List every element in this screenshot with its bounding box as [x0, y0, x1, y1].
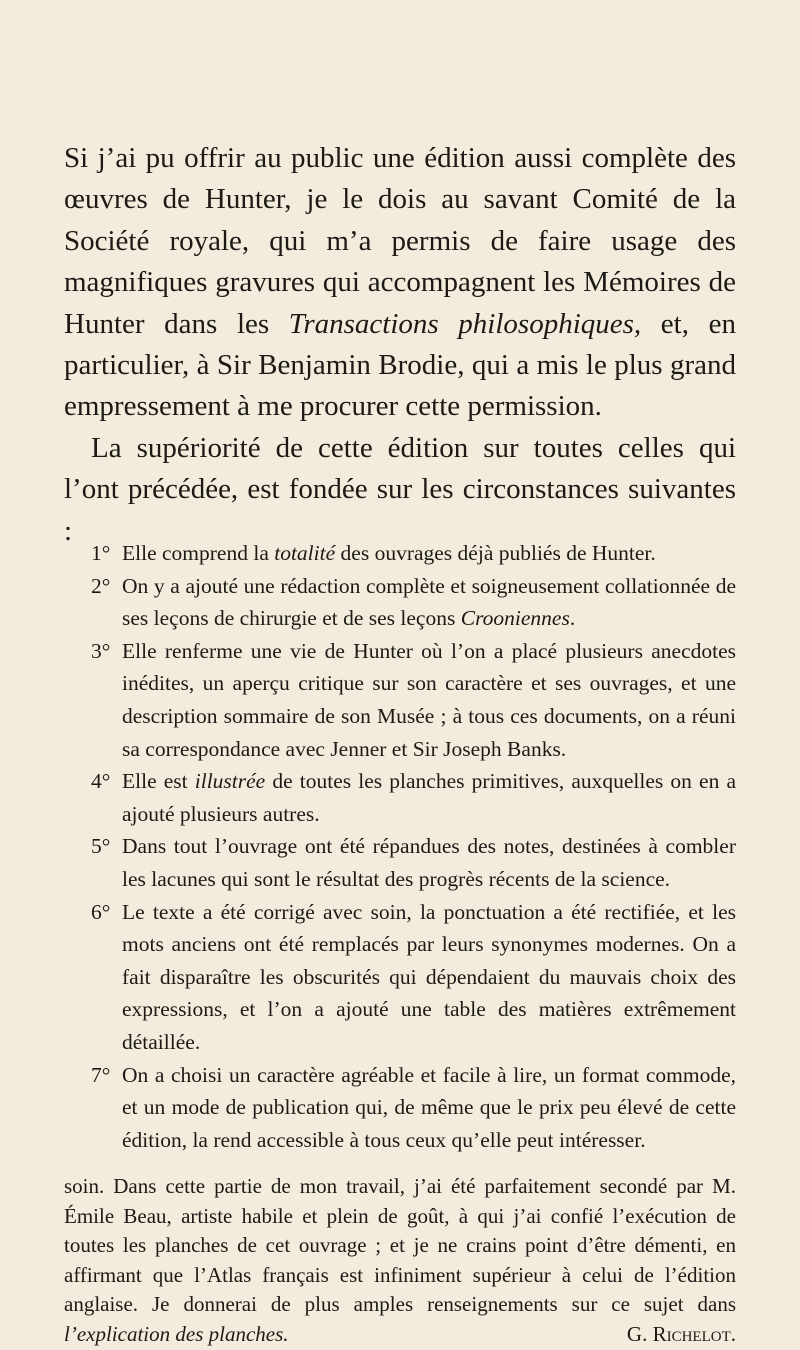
item-number: 3°: [91, 638, 111, 663]
item-text: Elle comprend la: [122, 541, 275, 565]
intro-paragraph-1-text: Si j’ai pu offrir au public une édition aussi complète des œuvres de Hunter, je le dois au savant Comité de la Société royale, qui m’a permis de faire usage des magnifiques gravures qui accompagnent les Mémoires de Hunter dans les: [64, 142, 736, 340]
item-tail: des ouvrages déjà publiés de Hunter.: [335, 541, 656, 565]
advantages-list: [64, 537, 736, 1156]
item-number: 2°: [91, 573, 111, 598]
intro-text: [64, 138, 736, 552]
list-item: [64, 1059, 736, 1157]
item-text: On a choisi un caractère agréable et facile à lire, un format commode, et un mode de publication qui, de même que le prix peu élevé de cette édition, la rend accessible à tous ceux qu’elle peut intéresser.: [122, 1062, 736, 1152]
item-text: Le texte a été corrigé avec soin, la ponctuation a été rectifiée, et les mots anciens ont été remplacés par leurs synonymes modernes. On a fait disparaître les obscurités qui dépendaient du mauvais choix des expressions, et l’on a ajouté une table des matières extrêmement détaillée.: [122, 899, 736, 1054]
closing-paragraph: [64, 1172, 736, 1350]
intro-paragraph-1-tail: et, en particulier, à Sir Benjamin Brodie, qui a mis le plus grand empressement à me procurer cette permission.: [64, 307, 736, 423]
item-text: On y a ajouté une rédaction complète et soigneusement collationnée de ses leçons de chirurgie et de ses leçons: [122, 573, 736, 631]
intro-paragraph-1: [64, 138, 736, 428]
intro-paragraph-2: La supériorité de cette édition sur toutes celles qui l’ont précédée, est fondée sur les circonstances suivantes :: [64, 431, 736, 547]
item-italic: totalité: [274, 541, 336, 565]
list-item: [64, 765, 736, 830]
item-text: Dans tout l’ouvrage ont été répandues des notes, destinées à combler les lacunes qui sont le résultat des progrès récents de la science.: [122, 834, 736, 891]
item-italic: illustrée: [194, 769, 266, 794]
list-item: [64, 896, 736, 1059]
item-number: 7°: [91, 1062, 111, 1087]
list-item: [64, 830, 736, 895]
list-item: [64, 570, 736, 635]
item-tail: .: [569, 606, 576, 631]
item-text: Elle renferme une vie de Hunter où l’on a placé plusieurs anecdotes inédites, un aperçu critique sur son caractère et ses ouvrages, et une description sommaire de son Musée ; à tous ces documents, on a réuni sa correspondance avec Jenner et Sir Joseph Banks.: [122, 638, 736, 761]
item-tail: de toutes les planches primitives, auxquelles on en a ajouté plusieurs autres.: [122, 769, 736, 826]
list-item: [64, 635, 736, 765]
item-text: Elle est: [122, 769, 195, 794]
item-number: 6°: [91, 899, 111, 924]
item-italic: Crooniennes: [460, 606, 570, 631]
item-number: 1°: [91, 541, 111, 565]
item-number: 4°: [91, 769, 111, 794]
closing-text: soin. Dans cette partie de mon travail, j’ai été parfaitement secondé par M. Émile Beau, artiste habile et plein de goût, à qui j’ai confié l’exécution de toutes les planches de cet ouvrage ; et je ne crains point d’être démenti, en affirmant que l’Atlas français est infiniment supérieur à celui de l’édition anglaise. Je donnerai de plus amples renseignements sur ce sujet dans: [64, 1174, 736, 1317]
item-number: 5°: [91, 834, 111, 859]
transactions-title: Transactions philosophiques,: [288, 307, 642, 340]
author-signature: G. Richelot.: [626, 1321, 736, 1346]
list-item: [64, 537, 736, 570]
closing-italic: l’explication des planches.: [64, 1321, 289, 1346]
